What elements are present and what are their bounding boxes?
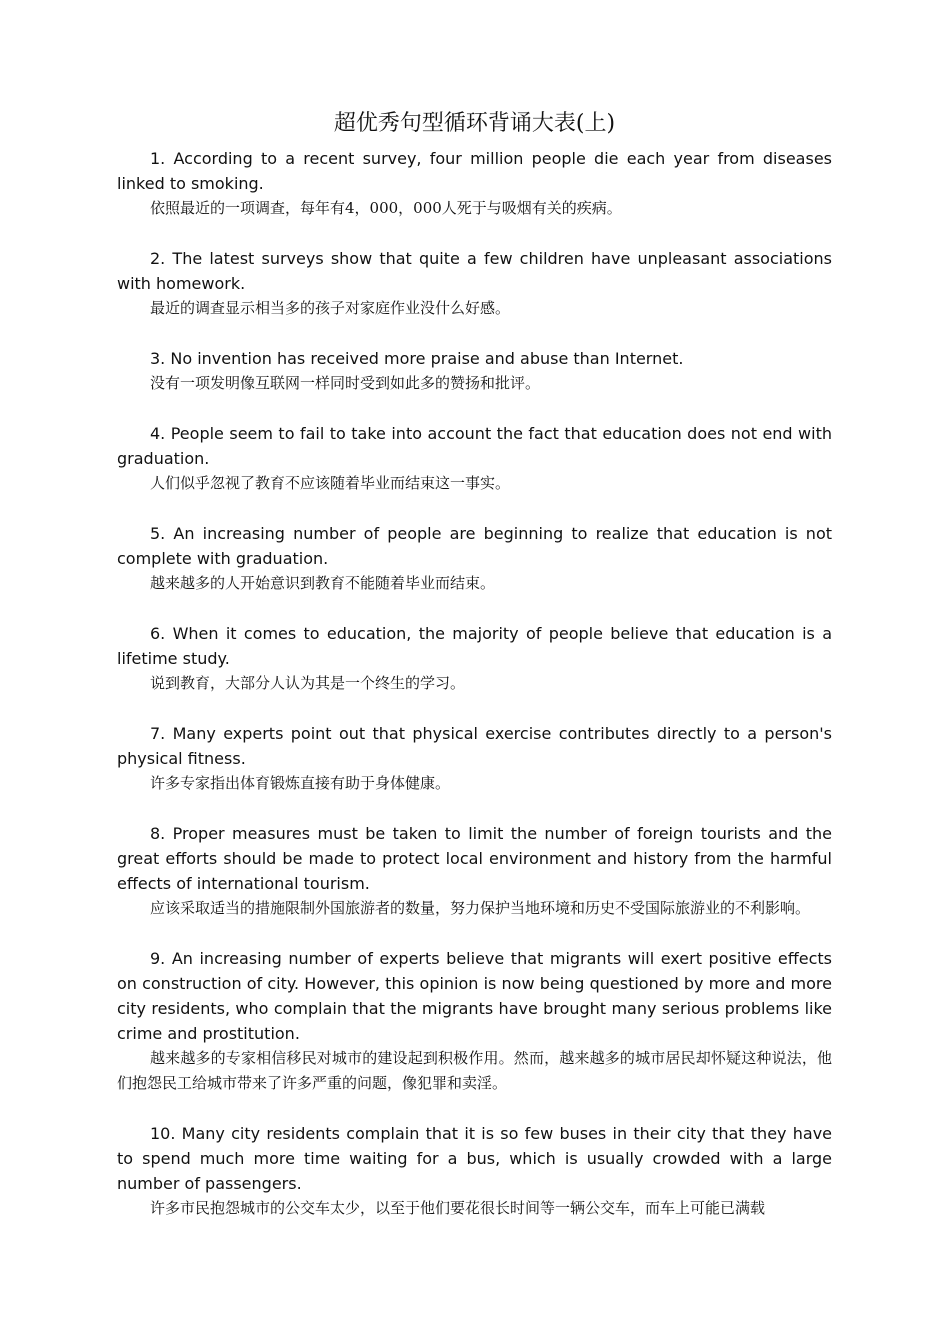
document-page bbox=[117, 104, 832, 1221]
sentence-item-2 bbox=[117, 246, 832, 321]
paragraph-gap bbox=[117, 496, 832, 521]
paragraph-gap bbox=[117, 396, 832, 421]
paragraph-gap bbox=[117, 596, 832, 621]
english-sentence: 4. People seem to fail to take into account the fact that education does not end with graduation. bbox=[117, 424, 832, 468]
sentence-item-9 bbox=[117, 946, 832, 1096]
english-sentence: 9. An increasing number of experts believe that migrants will exert positive effects on construction of city. However, this opinion is now being questioned by more and more city residents, who complain that the migrants have brought many serious problems like crime and prostitution. bbox=[117, 949, 832, 1043]
chinese-translation: 越来越多的专家相信移民对城市的建设起到积极作用。然而，越来越多的城市居民却怀疑这种说法，他们抱怨民工给城市带来了许多严重的问题，像犯罪和卖淫。 bbox=[117, 1049, 832, 1092]
chinese-translation: 越来越多的人开始意识到教育不能随着毕业而结束。 bbox=[150, 574, 496, 592]
sentence-item-7 bbox=[117, 721, 832, 796]
chinese-translation: 最近的调查显示相当多的孩子对家庭作业没什么好感。 bbox=[150, 299, 511, 317]
english-sentence: 5. An increasing number of people are beginning to realize that education is not complete with graduation. bbox=[117, 524, 832, 568]
english-sentence: 10. Many city residents complain that it is so few buses in their city that they have to spend much more time waiting for a bus, which is usually crowded with a large number of passengers. bbox=[117, 1124, 832, 1193]
paragraph-gap bbox=[117, 921, 832, 946]
chinese-translation: 没有一项发明像互联网一样同时受到如此多的赞扬和批评。 bbox=[150, 374, 541, 392]
sentence-item-5 bbox=[117, 521, 832, 596]
chinese-translation: 人们似乎忽视了教育不应该随着毕业而结束这一事实。 bbox=[150, 474, 511, 492]
paragraph-gap bbox=[117, 696, 832, 721]
chinese-translation: 应该采取适当的措施限制外国旅游者的数量，努力保护当地环境和历史不受国际旅游业的不利影响。 bbox=[150, 899, 811, 917]
english-sentence: 6. When it comes to education, the majority of people believe that education is a lifetime study. bbox=[117, 624, 832, 668]
document-title: 超优秀句型循环背诵大表(上) bbox=[333, 111, 616, 136]
english-sentence: 8. Proper measures must be taken to limit the number of foreign tourists and the great efforts should be made to protect local environment and history from the harmful effects of international tourism. bbox=[117, 824, 832, 893]
english-sentence: 2. The latest surveys show that quite a few children have unpleasant associations with homework. bbox=[117, 249, 832, 293]
paragraph-gap bbox=[117, 796, 832, 821]
english-sentence: 3. No invention has received more praise and abuse than Internet. bbox=[150, 349, 684, 368]
english-sentence: 1. According to a recent survey, four million people die each year from diseases linked to smoking. bbox=[117, 149, 832, 193]
chinese-translation: 许多专家指出体育锻炼直接有助于身体健康。 bbox=[150, 774, 451, 792]
sentence-item-4 bbox=[117, 421, 832, 496]
sentence-item-3 bbox=[117, 346, 832, 396]
sentence-item-6 bbox=[117, 621, 832, 696]
english-sentence: 7. Many experts point out that physical exercise contributes directly to a person's physical fitness. bbox=[117, 724, 832, 768]
paragraph-gap bbox=[117, 221, 832, 246]
chinese-translation: 说到教育，大部分人认为其是一个终生的学习。 bbox=[150, 674, 466, 692]
paragraph-gap bbox=[117, 321, 832, 346]
paragraph-gap bbox=[117, 1096, 832, 1121]
sentence-item-1 bbox=[117, 146, 832, 221]
chinese-translation: 许多市民抱怨城市的公交车太少，以至于他们要花很长时间等一辆公交车，而车上可能已满载 bbox=[150, 1199, 766, 1217]
sentence-item-8 bbox=[117, 821, 832, 921]
chinese-translation: 依照最近的一项调查，每年有4，000，000人死于与吸烟有关的疾病。 bbox=[150, 199, 622, 217]
sentence-item-10 bbox=[117, 1121, 832, 1221]
